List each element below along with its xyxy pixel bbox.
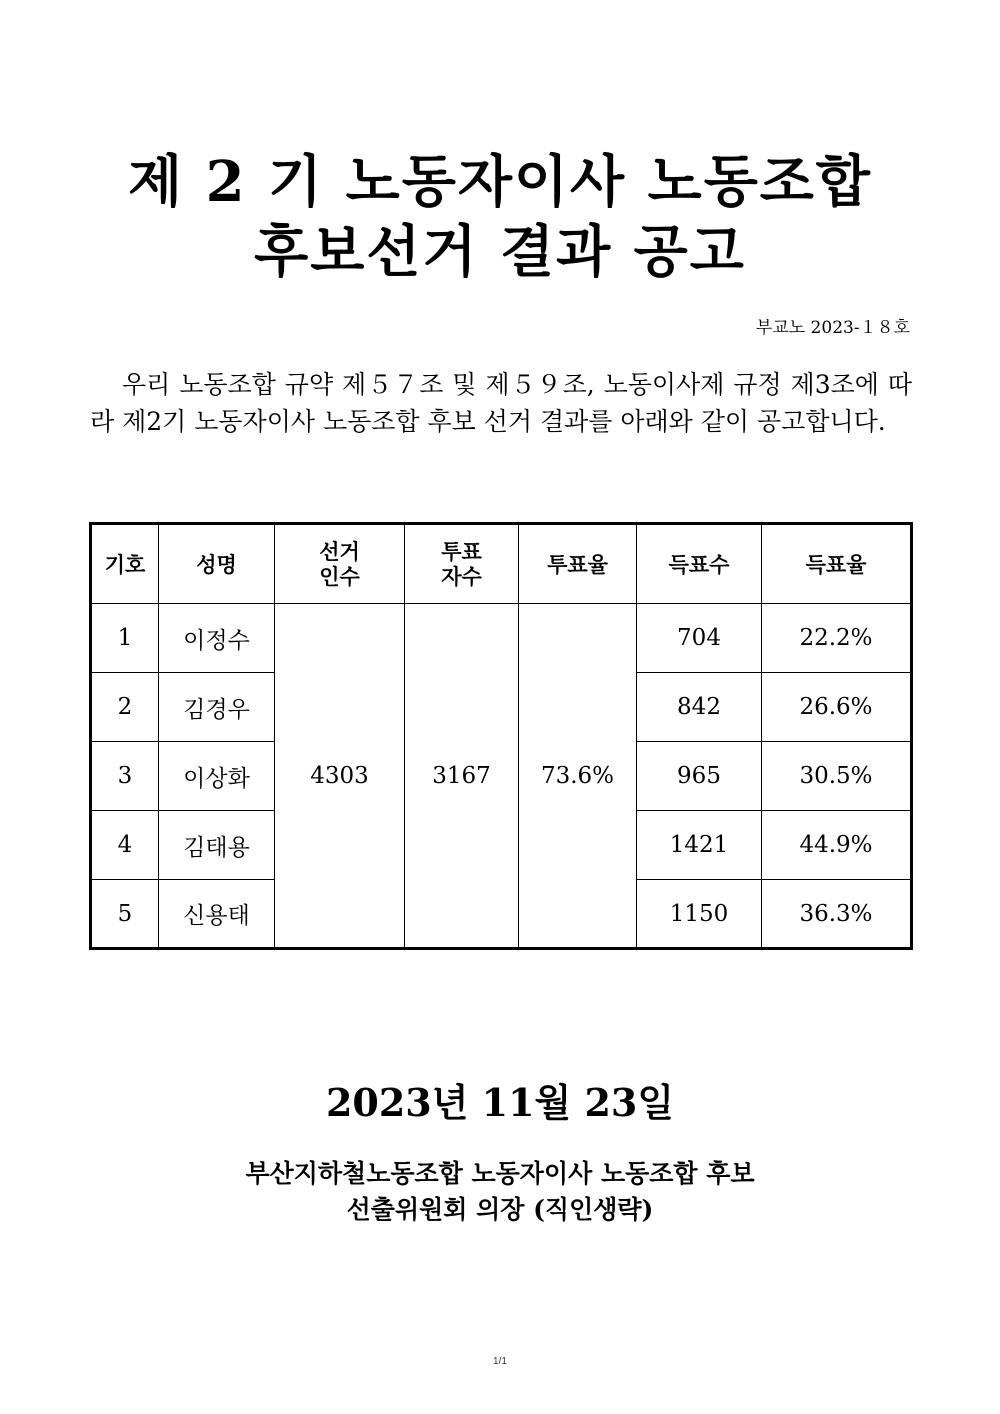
header-electorate-line1: 선거	[319, 539, 360, 564]
header-votes: 득표수	[637, 524, 762, 604]
candidate-votes: 1150	[637, 880, 762, 949]
page-number: 1/1	[493, 1356, 507, 1367]
header-vote-rate: 득표율	[762, 524, 912, 604]
candidate-vote-rate: 36.3%	[762, 880, 912, 949]
voter-count: 3167	[405, 604, 519, 949]
candidate-vote-rate: 30.5%	[762, 742, 912, 811]
turnout-rate: 73.6%	[519, 604, 637, 949]
candidate-name: 김태용	[159, 811, 275, 880]
candidate-vote-rate: 22.2%	[762, 604, 912, 673]
electorate-count: 4303	[275, 604, 405, 949]
candidate-votes: 1421	[637, 811, 762, 880]
page-title-line2: 후보선거 결과 공고	[254, 219, 746, 285]
table-header-row	[91, 524, 912, 604]
header-number: 기호	[91, 524, 159, 604]
header-name: 성명	[159, 524, 275, 604]
header-electorate	[275, 524, 405, 604]
candidate-number: 3	[91, 742, 159, 811]
candidate-name: 신용태	[159, 880, 275, 949]
issuer-line2: 선출위원회 의장 (직인생략)	[346, 1195, 654, 1224]
issuer-line1: 부산지하철노동조합 노동자이사 노동조합 후보	[245, 1159, 755, 1188]
candidate-name: 이상화	[159, 742, 275, 811]
header-electorate-line2: 인수	[319, 564, 360, 589]
candidate-votes: 965	[637, 742, 762, 811]
candidate-number: 2	[91, 673, 159, 742]
candidate-number: 5	[91, 880, 159, 949]
document-number: 부교노 2023-１８호	[755, 318, 910, 338]
candidate-name: 이정수	[159, 604, 275, 673]
candidate-vote-rate: 26.6%	[762, 673, 912, 742]
page-title-line1: 제 2 기 노동자이사 노동조합	[127, 149, 872, 215]
candidate-votes: 704	[637, 604, 762, 673]
table-row	[91, 604, 912, 673]
header-turnout: 투표율	[519, 524, 637, 604]
candidate-number: 4	[91, 811, 159, 880]
header-voters-line1: 투표	[441, 539, 482, 564]
header-voters	[405, 524, 519, 604]
election-results-table	[89, 522, 913, 950]
candidate-number: 1	[91, 604, 159, 673]
announcement-date: 2023년 11월 23일	[325, 1080, 675, 1125]
announcement-body: 우리 노동조합 규약 제５７조 및 제５９조, 노동이사제 규정 제3조에 따라 제2기 노동자이사 노동조합 후보 선거 결과를 아래와 같이 공고합니다.	[90, 370, 912, 436]
candidate-votes: 842	[637, 673, 762, 742]
candidate-name: 김경우	[159, 673, 275, 742]
candidate-vote-rate: 44.9%	[762, 811, 912, 880]
header-voters-line2: 자수	[441, 564, 482, 589]
